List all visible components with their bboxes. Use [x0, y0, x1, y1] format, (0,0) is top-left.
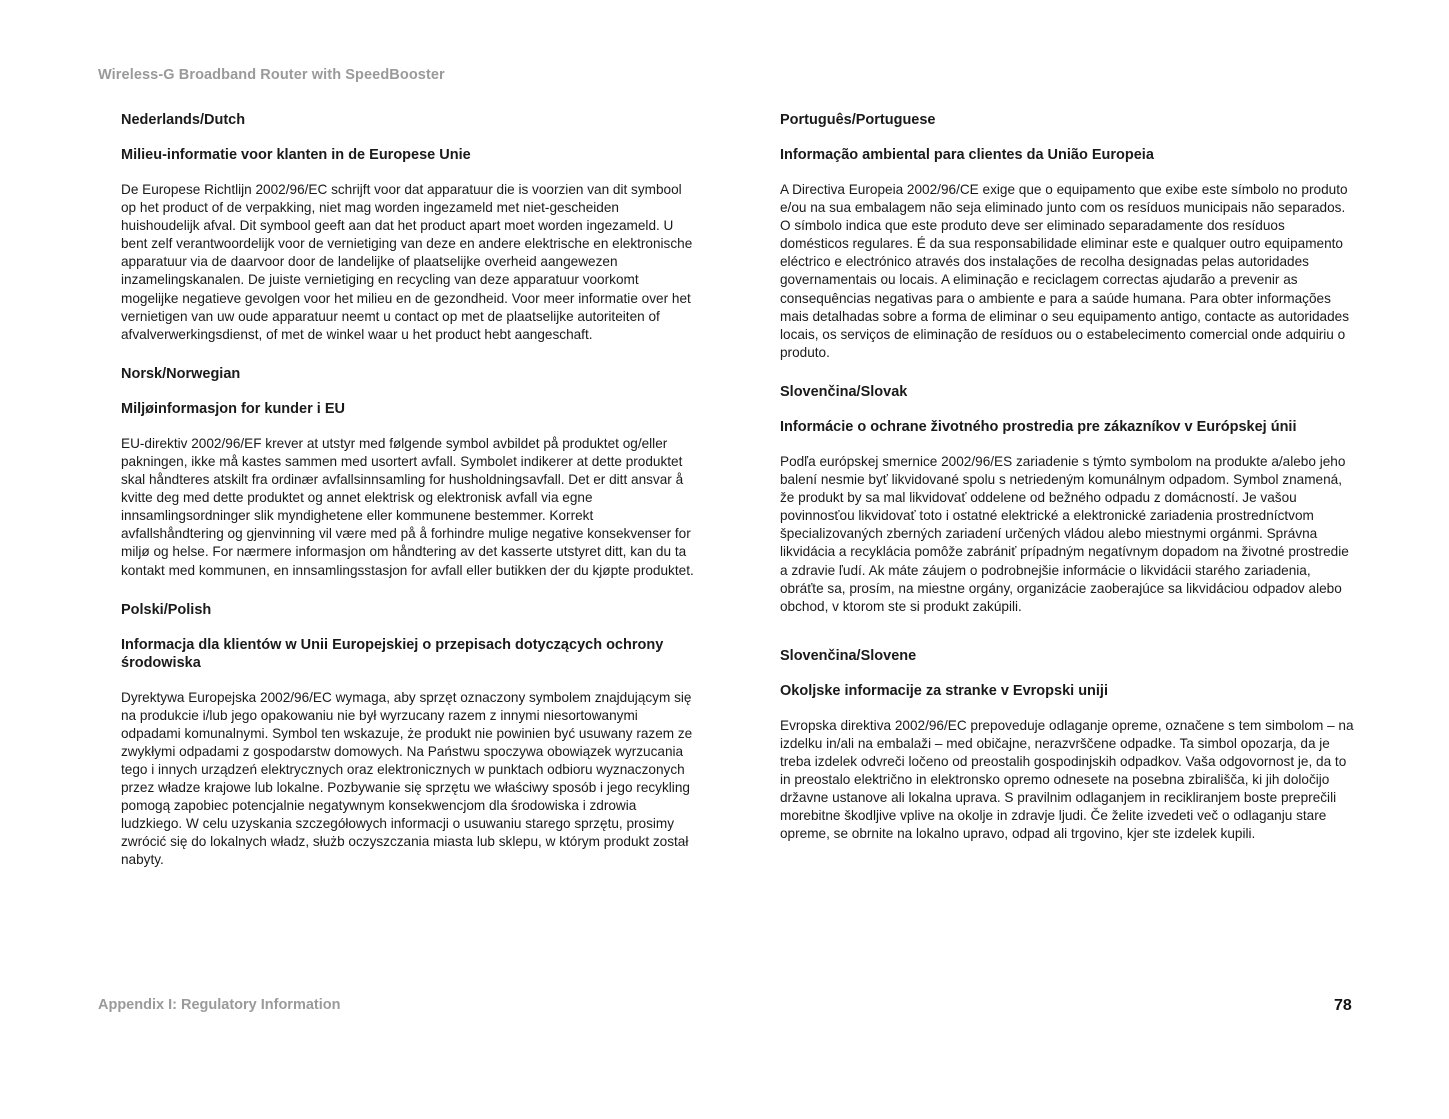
section-language: Nederlands/Dutch	[121, 112, 246, 128]
running-footer: Appendix I: Regulatory Information	[98, 997, 341, 1013]
section-body: Dyrektywa Europejska 2002/96/EC wymaga, aby sprzęt oznaczony symbolem znajdującym się na produkcie i/lub jego opakowaniu nie był wyrzucany razem z innymi niesortowanymi odpadami komunalnymi. Symbol ten wskazuje, że produkt nie powinien być usuwany razem ze zwykłymi odpadami z gospodarstw domowych. Na Państwu spoczywa obowiązek wyrzucania tego i innych urządzeń elektrycznych oraz elektronicznych w punktach odbioru wyznaczonych przez władze krajowe lub lokalne. Pozbywanie się sprzętu we właściwy sposób i jego recykling pomogą zapobiec potencjalnie negatywnym konsekwencjom dla środowiska i zdrowia ludzkiego. W celu uzyskania szczegółowych informacji o usuwaniu starego sprzętu, prosimy zwrócić się do lokalnych władz, służb oczyszczania miasta lub sklepu, w którym produkt został nabyty.	[121, 689, 693, 868]
section-heading: Milieu-informatie voor klanten in de Europese Unie	[121, 147, 471, 163]
section-body: De Europese Richtlijn 2002/96/EC schrijft voor dat apparatuur die is voorzien van dit symbool op het product of de verpakking, niet mag worden ingezameld met niet-gescheiden huishoudelijk afval. Dit symbool geeft aan dat het product apart moet worden ingezameld. U bent zelf verantwoordelijk voor de vernietiging van deze en andere elektrische en elektronische apparatuur via de daarvoor door de landelijke of plaatselijke overheid aangewezen inzamelingskanalen. De juiste vernietiging en recycling van deze apparatuur voorkomt mogelijke negatieve gevolgen voor het milieu en de gezondheid. Voor meer informatie over het vernietigen van uw oude apparatuur neemt u contact op met de plaatselijke autoriteiten of afvalverwerkingsdienst, of met de winkel waar u het product hebt aangeschaft.	[121, 182, 693, 342]
section-heading: Informacja dla klientów w Unii Europejskiej o przepisach dotyczących ochrony środowiska	[121, 636, 664, 671]
page-number: 78	[1334, 997, 1352, 1014]
section-language: Slovenčina/Slovak	[780, 383, 908, 400]
left-column	[121, 111, 696, 870]
running-header: Wireless-G Broadband Router with SpeedBooster	[98, 67, 445, 83]
section-heading: Miljøinformasjon for kunder i EU	[121, 400, 345, 417]
right-column	[780, 111, 1355, 843]
section-heading: Informação ambiental para clientes da União Europeia	[780, 147, 1154, 163]
section-language: Português/Portuguese	[780, 112, 936, 128]
section-norwegian	[121, 365, 696, 580]
section-body: Evropska direktiva 2002/96/EC prepoveduje odlaganje opreme, označene s tem simbolom – na izdelku in/ali na embalaži – med običajne, nerazvrščene odpadke. Ta simbol opozarja, da je treba izdelek odvreči ločeno od preostalih gospodinjskih odpadkov. Vaša odgovornost je, da to in preostalo električno in elektronsko opremo odnesete na posebna zbirališča, ki jih določijo državne ustanove ali lokalna uprava. S pravilnim odlaganjem in recikliranjem boste preprečili morebitne škodljive vplive na okolje in zdravje ljudi. Če želite izvedeti več o odlaganju stare opreme, se obrnite na lokalno upravo, odpad ali trgovino, kjer ste izdelek kupili.	[780, 717, 1354, 842]
section-heading: Okoljske informacije za stranke v Evropski uniji	[780, 682, 1108, 699]
section-language: Slovenčina/Slovene	[780, 647, 917, 664]
section-polish	[121, 601, 696, 870]
section-body: A Directiva Europeia 2002/96/CE exige que o equipamento que exibe este símbolo no produto e/ou na sua embalagem não seja eliminado junto com os resíduos municipais não separados. O símbolo indica que este produto deve ser eliminado separadamente dos resíduos domésticos regulares. É da sua responsabilidade eliminar este e qualquer outro equipamento eléctrico e electrónico através dos instalações de recolha designadas pelas autoridades governamentais ou locais. A eliminação e reciclagem correctas ajudarão a prevenir as consequências negativas para o ambiente e para a saúde humana. Para obter informações mais detalhadas sobre a forma de eliminar o seu equipamento antigo, contacte as autoridades locais, os serviços de eliminação de resíduos ou o estabelecimento comercial onde adquiriu o produto.	[780, 182, 1350, 360]
section-slovene	[780, 647, 1355, 844]
section-portuguese	[780, 111, 1355, 362]
section-body: Podľa európskej smernice 2002/96/ES zariadenie s týmto symbolom na produkte a/alebo jeho balení nesmie byť likvidované spolu s netriedeným komunálnym odpadom. Symbol znamená, že produkt by sa mal likvidovať oddelene od bežného odpadu z domácností. Je vašou povinnosťou likvidovať toto i ostatné elektrické a elektronické zariadenia prostredníctvom špecializovaných zberných zariadení určených vládou alebo miestnymi orgánmi. Správna likvidácia a recyklácia pomôže zabrániť prípadným negatívnym dopadom na životné prostredie a zdravie ľudí. Ak máte záujem o podrobnejšie informácie o likvidácii starého zariadenia, obráťte sa, prosím, na miestne orgány, organizácie zaoberajúce sa likvidáciou odpadov alebo obchod, v ktorom ste si produkt zakúpili.	[780, 453, 1349, 614]
section-language: Polski/Polish	[121, 601, 212, 618]
section-slovak	[780, 383, 1355, 616]
section-dutch	[121, 111, 696, 344]
section-language: Norsk/Norwegian	[121, 365, 241, 382]
section-heading: Informácie o ochrane životného prostredia pre zákazníkov v Európskej únii	[780, 418, 1297, 435]
section-body: EU-direktiv 2002/96/EF krever at utstyr med følgende symbol avbildet på produktet og/eller pakningen, ikke må kastes sammen med usortert avfall. Symbolet indikerer at dette produktet skal håndteres atskilt fra ordinær avfallsinnsamling for husholdningsavfall. Det er ditt ansvar å kvitte deg med dette produktet og annet elektrisk og elektronisk avfall via egne innsamlingsordninger slik myndighetene eller kommunene bestemmer. Korrekt avfallshåndtering og gjenvinning vil være med på å forhindre mulige negative konsekvenser for miljø og helse. For nærmere informasjon om håndtering av det kasserte utstyret ditt, kan du ta kontakt med kommunen, en innsamlingsstasjon for avfall eller butikken der du kjøpte produktet.	[121, 435, 694, 578]
